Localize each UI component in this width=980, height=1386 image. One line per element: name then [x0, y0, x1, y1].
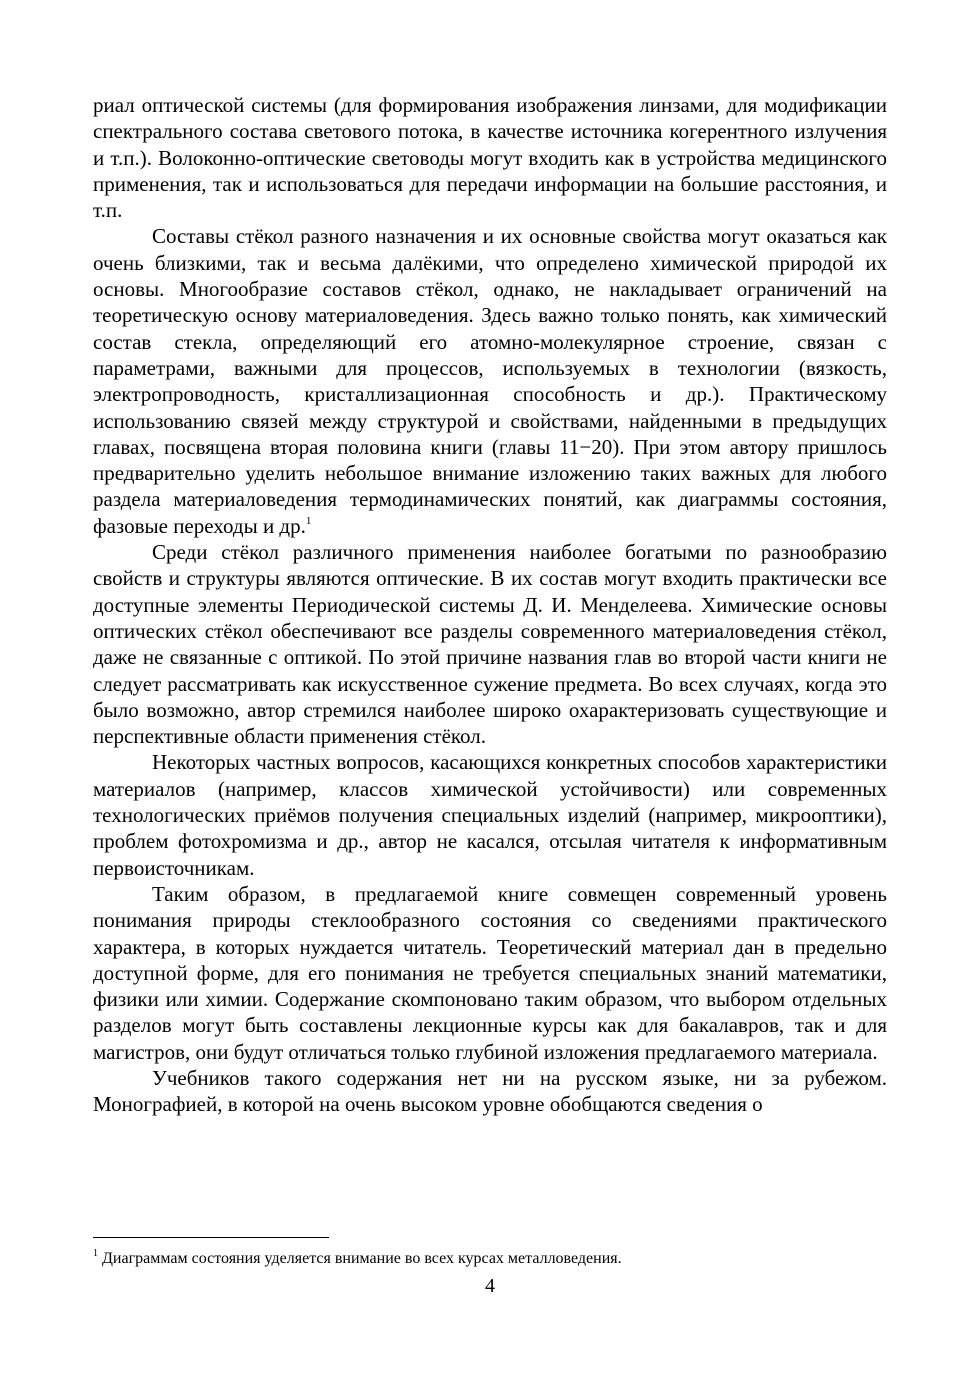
paragraph-4: Некоторых частных вопросов, касающихся конкретных способов характеристики материалов (например, классов химической устойчивости) или современных технологических приёмов получения специальных изделий (например, микрооптики), проблем фотохромизма и др., автор не касался, отсылая читателя к информативным первоисточникам. [93, 750, 887, 880]
paragraph-5: Таким образом, в предлагаемой книге совмещен современный уровень понимания природы стеклообразного состояния со сведениями практического характера, в которых нуждается читатель. Теоретический материал дан в предельно доступной форме, для его понимания не требуется специальных знаний математики, физики или химии. Содержание скомпоновано таким образом, что выбором отдельных разделов могут быть составлены лекционные курсы как для бакалавров, так и для магистров, они будут отличаться только глубиной изложения предлагаемого материала. [93, 881, 887, 1064]
paragraph-6: Учебников такого содержания нет ни на русском языке, ни за рубежом. Монографией, в которой на очень высоком уровне обобщаются сведения о [93, 1065, 887, 1117]
paragraph-2 [93, 223, 887, 539]
paragraph-1: риал оптической системы (для формирования изображения линзами, для модификации спектрального состава светового потока, в качестве источника когерентного излучения и т.п.). Волоконно-оптические световоды могут входить как в устройства медицинского применения, так и использоваться для передачи информации на большие расстояния, и т.п. [93, 93, 887, 223]
page-number: 4 [485, 1275, 495, 1297]
footnote-text: Диаграммам состояния уделяется внимание во всех курсах металловедения. [102, 1250, 622, 1267]
paragraph-2-text: Составы стёкол разного назначения и их основные свойства могут оказаться как очень близкими, так и весьма далёкими, что определено химической природой их основы. Многообразие составов стёкол, однако, не накладывает ограничений на теоретическую основу материаловедения. Здесь важно только понять, как химический состав стекла, определяющий его атомно-молекулярное строение, связан с параметрами, важными для процессов, используемых в технологии (вязкость, электропроводность, кристаллизационная способность и др.). Практическому использованию связей между структурой и свойствами, найденными в предыдущих главах, посвящена вторая половина книги (главы 11−20). При этом автору пришлось предварительно уделить небольшое внимание изложению таких важных для любого раздела материаловедения термодинамических понятий, как диаграммы состояния, фазовые переходы и др. [93, 224, 887, 538]
footnote-number: 1 [93, 1248, 98, 1259]
footnote [93, 1249, 887, 1269]
footnote-divider [93, 1237, 329, 1238]
footnote-reference[interactable]: 1 [305, 514, 312, 527]
paragraph-3: Среди стёкол различного применения наиболее богатыми по разнообразию свойств и структуры являются оптические. В их состав могут входить практически все доступные элементы Периодической системы Д. И. Менделеева. Химические основы оптических стёкол обеспечивают все разделы современного материаловедения стёкол, даже не связанные с оптикой. По этой причине названия глав во второй части книги не следует рассматривать как искусственное сужение предмета. Во всех случаях, когда это было возможно, автор стремился наиболее широко охарактеризовать существующие и перспективные области применения стёкол. [93, 540, 887, 749]
page-body [93, 92, 887, 1118]
